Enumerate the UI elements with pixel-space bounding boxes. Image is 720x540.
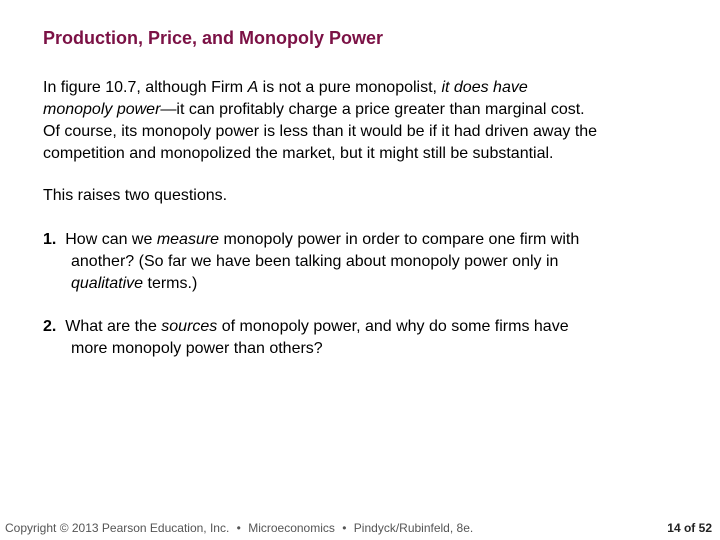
question-1 (43, 229, 703, 295)
footer-credits (5, 521, 473, 535)
question-text: of monopoly power, and why do some firms have (217, 318, 569, 335)
question-1-line-3 (43, 273, 703, 295)
question-2 (43, 316, 703, 360)
question-emphasis: sources (161, 318, 218, 335)
intro-line-3: Of course, its monopoly power is less than it would be if it had driven away the (43, 123, 598, 140)
page-of: of (683, 521, 696, 535)
intro-text: is not a pure monopolist, (258, 79, 442, 96)
page-total: 52 (698, 521, 712, 535)
footer-separator: • (236, 521, 241, 535)
footer-copyright: Copyright © 2013 Pearson Education, Inc. (5, 521, 230, 535)
footer-separator: • (342, 521, 347, 535)
intro-text: In figure 10.7, although Firm (43, 79, 248, 96)
question-text: terms.) (143, 275, 198, 292)
intro-line-1 (43, 77, 703, 99)
question-2-line-2: more monopoly power than others? (71, 340, 323, 357)
question-1-line-2: another? (So far we have been talking about monopoly power only in (71, 253, 559, 270)
question-1-line-1 (43, 229, 703, 251)
intro-line-2 (43, 99, 703, 121)
question-text: What are the (56, 318, 162, 335)
intro-firm-name: A (247, 79, 259, 96)
questions-lead: This raises two questions. (43, 187, 228, 204)
footer-authors: Pindyck/Rubinfeld, 8e. (353, 521, 474, 535)
page-number (667, 521, 712, 535)
intro-emphasis: it does have (441, 79, 528, 96)
footer-course: Microeconomics (248, 521, 335, 535)
intro-line-4: competition and monopolized the market, but it might still be substantial. (43, 145, 554, 162)
question-emphasis: measure (156, 231, 220, 248)
intro-text: —it can profitably charge a price greater than marginal cost. (160, 101, 585, 118)
intro-paragraph (43, 77, 703, 165)
question-emphasis: qualitative (71, 275, 144, 292)
question-text: How can we (56, 231, 157, 248)
intro-emphasis: monopoly power (43, 101, 161, 118)
page-current: 14 (667, 521, 681, 535)
question-number: 2. (43, 318, 57, 335)
question-2-line-1 (43, 316, 703, 338)
question-number: 1. (43, 231, 57, 248)
slide-title: Production, Price, and Monopoly Power (43, 28, 384, 48)
question-text: monopoly power in order to compare one firm with (219, 231, 580, 248)
